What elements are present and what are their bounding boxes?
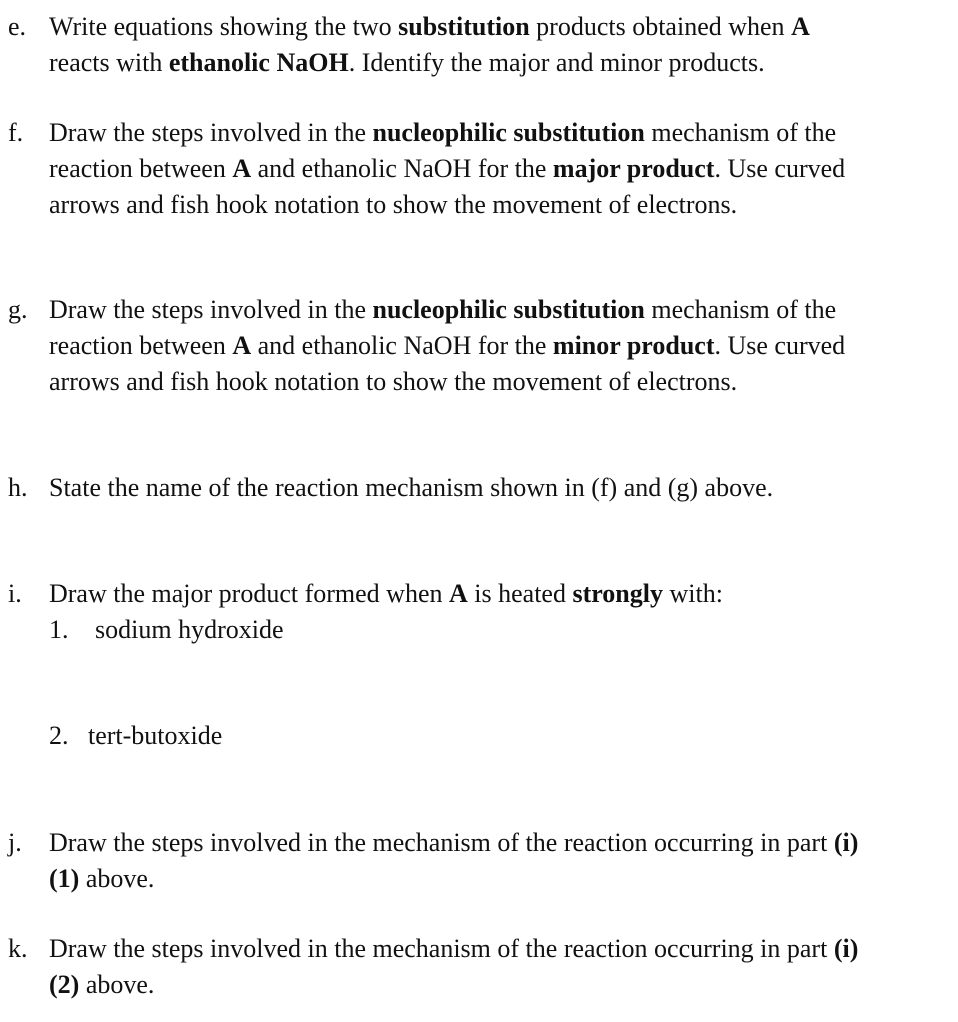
question-text: [49, 576, 950, 612]
text-line: [49, 328, 950, 364]
text-line: [49, 151, 950, 187]
question-e: [0, 9, 950, 81]
text-run: mechanism of the: [644, 118, 837, 147]
text-line: [49, 576, 950, 612]
text-run: mechanism of the: [644, 295, 837, 324]
bold-term: nucleophilic substitution: [372, 118, 645, 147]
question-h: [0, 470, 950, 506]
question-j: [0, 825, 950, 897]
sub-item-text: sodium hydroxide: [95, 615, 284, 644]
sub-item-number: 2.: [49, 721, 69, 750]
question-label: j.: [8, 828, 22, 857]
question-label: k.: [8, 934, 28, 963]
question-text: [49, 292, 950, 400]
question-text: [49, 115, 950, 223]
text-line: [49, 45, 950, 81]
text-run: Draw the steps involved in the mechanism of the reaction occurring in part: [49, 828, 834, 857]
text-run: Draw the major product formed when: [49, 579, 449, 608]
sub-item-number: 1.: [49, 615, 69, 644]
bold-term: A: [232, 154, 252, 183]
question-label: h.: [8, 473, 28, 502]
question-label: f.: [8, 118, 24, 147]
text-run: Draw the steps involved in the: [49, 295, 373, 324]
question-label: i.: [8, 579, 22, 608]
text-run: and ethanolic NaOH for the: [251, 154, 553, 183]
text-run: is heated: [467, 579, 573, 608]
bold-term: A: [232, 331, 252, 360]
text-line: [49, 861, 950, 897]
text-line: arrows and fish hook notation to show the movement of electrons.: [49, 367, 738, 396]
question-text: [49, 825, 950, 897]
bold-term: (i): [833, 934, 859, 963]
question-i: [0, 576, 950, 612]
question-k: [0, 931, 950, 1003]
question-label: g.: [8, 295, 28, 324]
bold-term: nucleophilic substitution: [372, 295, 645, 324]
text-run: . Use curved: [714, 331, 846, 360]
text-run: Draw the steps involved in the mechanism of the reaction occurring in part: [49, 934, 834, 963]
question-f: [0, 115, 950, 223]
bold-term: A: [448, 579, 468, 608]
text-run: . Use curved: [714, 154, 846, 183]
bold-term: (2): [49, 970, 80, 999]
question-text: [49, 9, 950, 81]
text-run: and ethanolic NaOH for the: [251, 331, 553, 360]
text-line: [49, 9, 950, 45]
text-run: reacts with: [49, 48, 169, 77]
bold-term: strongly: [572, 579, 663, 608]
text-run: above.: [79, 864, 155, 893]
bold-term: substitution: [398, 12, 530, 41]
bold-term: minor product: [552, 331, 715, 360]
text-line: arrows and fish hook notation to show the movement of electrons.: [49, 190, 738, 219]
text-run: products obtained when: [529, 12, 792, 41]
text-line: [49, 931, 950, 967]
bold-term: major product: [552, 154, 715, 183]
bold-term: ethanolic NaOH: [168, 48, 349, 77]
sub-item-text: tert-butoxide: [88, 721, 223, 750]
text-line: [49, 115, 950, 151]
question-text: [49, 470, 950, 506]
text-run: reaction between: [49, 331, 233, 360]
text-run: above.: [79, 970, 155, 999]
question-label: e.: [8, 12, 27, 41]
text-run: . Identify the major and minor products.: [348, 48, 765, 77]
text-line: [49, 967, 950, 1003]
text-line: [49, 825, 950, 861]
question-g: [0, 292, 950, 400]
bold-term: (1): [49, 864, 80, 893]
text-run: Draw the steps involved in the: [49, 118, 373, 147]
text-run: reaction between: [49, 154, 233, 183]
bold-term: A: [791, 12, 810, 41]
text-run: with:: [662, 579, 723, 608]
text-line: State the name of the reaction mechanism shown in (f) and (g) above.: [49, 473, 774, 502]
text-run: Write equations showing the two: [49, 12, 399, 41]
text-line: [49, 292, 950, 328]
question-text: [49, 931, 950, 1003]
bold-term: (i): [833, 828, 859, 857]
